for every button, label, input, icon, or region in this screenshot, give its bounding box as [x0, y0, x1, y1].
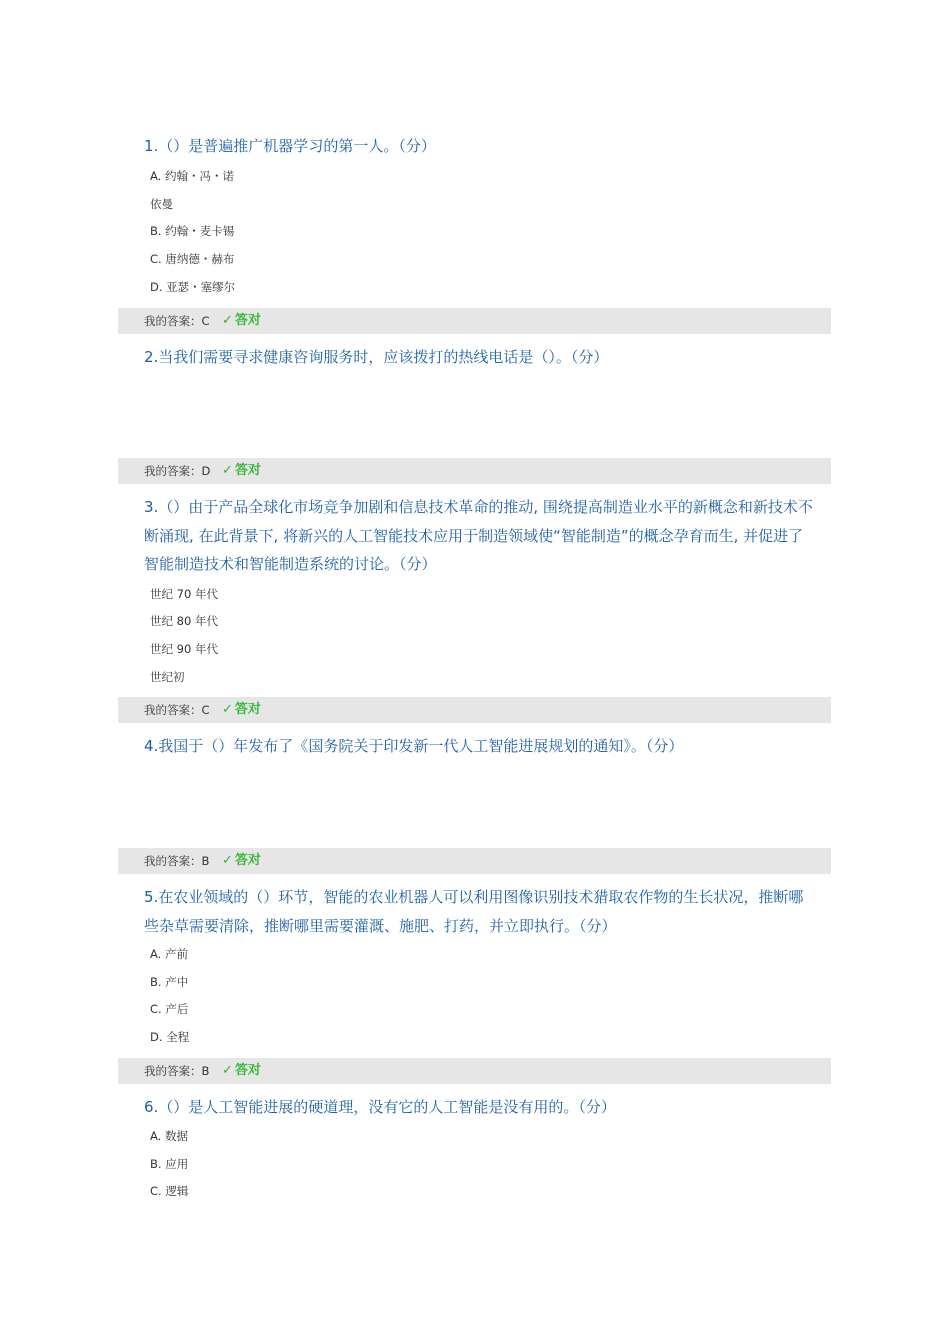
question-3-answer-label: 我的答案：C	[144, 703, 210, 717]
question-1-option-a: A. 约翰・冯・诺	[150, 169, 234, 183]
question-3-answer-bar	[118, 697, 831, 723]
question-2-title: 2.当我们需要寻求健康咨询服务时，应该拨打的热线电话是（）。（分）	[144, 348, 609, 366]
question-5-answer-bar	[118, 1058, 831, 1084]
question-1-answer-label: 我的答案：C	[144, 314, 210, 328]
question-1-option-a-continued: 依曼	[150, 197, 173, 211]
question-1-result	[222, 312, 261, 329]
question-5-title: 5.在农业领域的（）环节，智能的农业机器人可以利用图像识别技术猎取农作物的生长状况，推断哪些杂草需要清除，推断哪里需要灌溉、施肥、打药，并立即执行。（分）	[144, 888, 804, 935]
question-5-result	[222, 1062, 261, 1079]
result-text: 答对	[234, 702, 261, 717]
checkmark-icon: ✓	[222, 463, 233, 478]
question-6-title: 6.（）是人工智能进展的硬道理，没有它的人工智能是没有用的。（分）	[144, 1098, 616, 1116]
question-1-title: 1.（）是普遍推广机器学习的第一人。（分）	[144, 137, 436, 155]
result-text: 答对	[234, 853, 261, 868]
result-text: 答对	[234, 1063, 261, 1078]
question-2-answer-label: 我的答案：D	[144, 464, 211, 478]
question-5-option-d: D. 全程	[150, 1030, 190, 1044]
question-3-option-1: 世纪 70 年代	[150, 587, 218, 601]
question-4-title: 4.我国于（）年发布了《国务院关于印发新一代人工智能进展规划的通知》。（分）	[144, 737, 684, 755]
question-1-option-b: B. 约翰・麦卡锡	[150, 224, 235, 238]
question-3-option-4: 世纪初	[150, 670, 185, 684]
checkmark-icon: ✓	[222, 702, 233, 717]
question-3-option-2: 世纪 80 年代	[150, 614, 218, 628]
question-6-option-c: C. 逻辑	[150, 1184, 189, 1198]
question-5-answer-label: 我的答案：B	[144, 1064, 210, 1078]
result-text: 答对	[234, 463, 261, 478]
question-3-option-3: 世纪 90 年代	[150, 642, 218, 656]
question-6-option-a: A. 数据	[150, 1129, 188, 1143]
checkmark-icon: ✓	[222, 313, 233, 328]
checkmark-icon: ✓	[222, 1063, 233, 1078]
question-3-title: 3.（）由于产品全球化市场竞争加剧和信息技术革命的推动, 围绕提高制造业水平的新概念和新技术不断涌现, 在此背景下, 将新兴的人工智能技术应用于制造领域使“智能制造”的概念孕育而生, 并促进了智能制造技术和智能制造系统的讨论。（分）	[144, 498, 813, 573]
question-4-result	[222, 852, 261, 869]
question-1-option-d: D. 亚瑟・塞缪尔	[150, 280, 236, 294]
question-1-option-c: C. 唐纳德・赫布	[150, 252, 235, 266]
question-6-option-b: B. 应用	[150, 1157, 189, 1171]
checkmark-icon: ✓	[222, 853, 233, 868]
question-5-option-b: B. 产中	[150, 975, 189, 989]
question-5-option-c: C. 产后	[150, 1002, 189, 1016]
question-1-answer-bar	[118, 308, 831, 334]
question-5-option-a: A. 产前	[150, 947, 188, 961]
question-3-result	[222, 701, 261, 718]
question-2-answer-bar	[118, 458, 831, 484]
question-2-result	[222, 462, 261, 479]
result-text: 答对	[234, 313, 261, 328]
question-4-answer-label: 我的答案：B	[144, 854, 210, 868]
question-4-answer-bar	[118, 848, 831, 874]
